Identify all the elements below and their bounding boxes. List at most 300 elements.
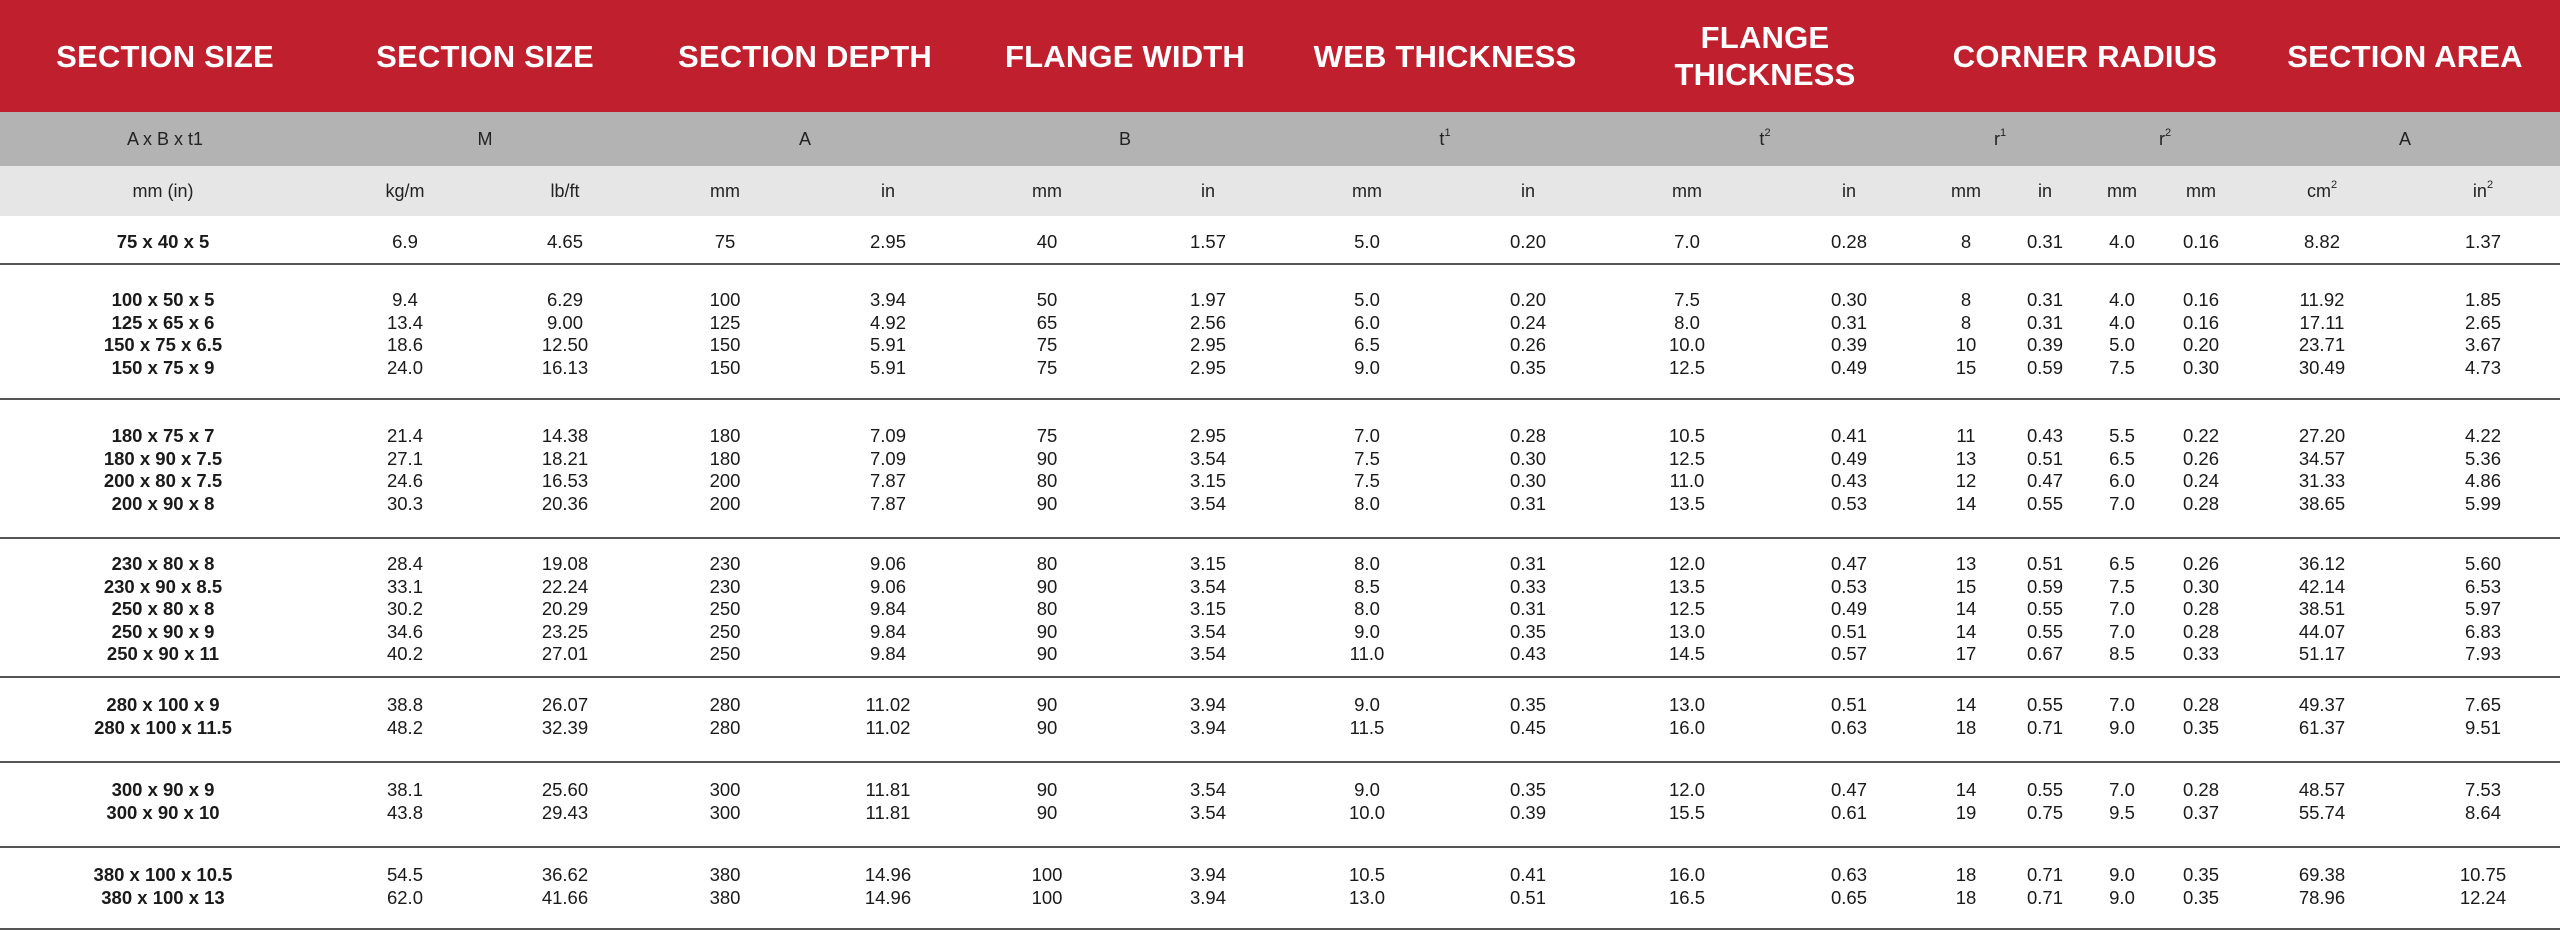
table-cell: 0.24: [2182, 470, 2219, 491]
table-cell: 8.0: [1354, 598, 1380, 619]
table-cell: 7.0: [1674, 231, 1700, 252]
table-cell: 13.5: [1668, 575, 1705, 597]
table-cell: 2.95: [869, 231, 906, 252]
table-cell: 38.8: [386, 694, 423, 715]
table-cell: 3.54: [1189, 620, 1226, 642]
table-cell: 9.84: [869, 643, 906, 664]
symbol-cell: A: [2398, 128, 2411, 149]
table-cell: 7.5: [1354, 447, 1380, 469]
table-cell: 34.57: [2298, 447, 2346, 469]
table-cell: 4.22: [2464, 425, 2501, 446]
table-cell: 3.15: [1189, 470, 1226, 491]
table-cell: 75: [1036, 356, 1058, 378]
table-cell: 1.85: [2464, 289, 2501, 310]
table-cell: 0.47: [1830, 779, 1867, 800]
table-cell: 100: [709, 289, 741, 310]
table-cell: 11.0: [1349, 643, 1385, 664]
unit-cell: kg/m: [385, 180, 425, 201]
table-cell: 13.0: [1348, 886, 1385, 908]
section-size-cell: 250 x 90 x 9: [111, 620, 215, 642]
symbol-cell: t $^1$: [1439, 127, 1451, 149]
table-cell: 48.2: [386, 716, 423, 738]
table-cell: 36.62: [541, 864, 589, 885]
table-cell: 150: [709, 356, 741, 378]
table-cell: 7.0: [2109, 694, 2135, 715]
table-cell: 0.55: [2026, 779, 2063, 800]
table-cell: 9.0: [2109, 864, 2135, 885]
table-cell: 3.54: [1189, 575, 1226, 597]
table-cell: 0.22: [2182, 425, 2219, 446]
table-cell: 9.5: [2109, 801, 2135, 823]
table-cell: 180: [709, 425, 741, 446]
table-cell: 3.15: [1189, 553, 1226, 574]
table-cell: 8.82: [2303, 231, 2340, 252]
table-cell: 80: [1036, 470, 1058, 491]
table-cell: 0.30: [2182, 575, 2219, 597]
section-size-cell: 230 x 90 x 8.5: [103, 575, 223, 597]
table-cell: 48.57: [2298, 779, 2346, 800]
table-cell: 9.06: [869, 575, 906, 597]
table-cell: 41.66: [541, 886, 589, 908]
table-cell: 0.31: [1830, 311, 1867, 333]
table-cell: 0.28: [2182, 598, 2219, 619]
unit-cell: mm: [1951, 180, 1981, 201]
table-cell: 7.0: [2109, 492, 2135, 514]
table-cell: 0.51: [1830, 694, 1867, 715]
table-cell: 5.0: [2109, 334, 2135, 355]
table-cell: 5.91: [869, 356, 906, 378]
table-cell: 8.0: [1354, 492, 1380, 514]
table-cell: 16.53: [541, 470, 589, 491]
table-cell: 7.5: [2109, 575, 2135, 597]
table-cell: 6.5: [2109, 553, 2135, 574]
table-cell: 6.9: [392, 231, 418, 252]
table-cell: 12: [1955, 470, 1977, 491]
table-cell: 75: [1036, 425, 1058, 446]
table-cell: 50: [1036, 289, 1058, 310]
table-cell: 12.5: [1668, 447, 1705, 469]
table-cell: 2.65: [2464, 311, 2501, 333]
table-cell: 7.5: [1674, 289, 1700, 310]
table-cell: 3.94: [1189, 886, 1226, 908]
section-size-cell: 380 x 100 x 10.5: [93, 864, 233, 885]
table-cell: 0.63: [1830, 864, 1867, 885]
table-cell: 9.0: [2109, 716, 2135, 738]
table-cell: 0.43: [2026, 425, 2063, 446]
table-cell: 12.0: [1668, 553, 1705, 574]
section-size-cell: 125 x 65 x 6: [111, 311, 215, 333]
table-cell: 300: [709, 779, 741, 800]
section-size-cell: 230 x 80 x 8: [111, 553, 215, 574]
table-cell: 30.2: [386, 598, 423, 619]
table-cell: 0.16: [2182, 289, 2219, 310]
symbol-cell: B: [1118, 128, 1131, 149]
table-cell: 27.01: [541, 643, 589, 664]
table-cell: 8: [1960, 311, 1972, 333]
section-size-cell: 300 x 90 x 10: [106, 801, 220, 823]
table-cell: 14: [1955, 779, 1977, 800]
table-cell: 13.5: [1668, 492, 1705, 514]
table-cell: 0.67: [2026, 643, 2063, 664]
table-cell: 0.28: [1830, 231, 1867, 252]
table-cell: 6.5: [2109, 447, 2135, 469]
table-cell: 0.31: [1509, 598, 1546, 619]
table-cell: 0.33: [2182, 643, 2219, 664]
table-cell: 0.28: [2182, 779, 2219, 800]
table-cell: 150: [709, 334, 741, 355]
header-cell: SECTION SIZE: [56, 38, 274, 74]
table-cell: 200: [709, 470, 741, 491]
section-size-cell: 280 x 100 x 9: [106, 694, 220, 715]
table-cell: 9.06: [869, 553, 906, 574]
table-cell: 0.43: [1830, 470, 1867, 491]
table-cell: 9.84: [869, 620, 906, 642]
table-cell: 0.28: [1509, 425, 1546, 446]
table-cell: 10.75: [2459, 864, 2507, 885]
table-cell: 0.28: [2182, 694, 2219, 715]
table-cell: 0.20: [2182, 334, 2219, 355]
table-cell: 250: [709, 598, 741, 619]
table-cell: 20.36: [541, 492, 589, 514]
table-cell: 13: [1955, 553, 1977, 574]
symbol-cell: A: [798, 128, 811, 149]
table-cell: 90: [1036, 447, 1058, 469]
table-cell: 38.1: [386, 779, 423, 800]
table-cell: 230: [709, 575, 741, 597]
table-cell: 11.81: [865, 801, 911, 823]
table-cell: 0.30: [1830, 289, 1867, 310]
table-cell: 12.5: [1668, 356, 1705, 378]
unit-cell: mm: [2107, 180, 2137, 201]
table-cell: 3.54: [1189, 492, 1226, 514]
table-cell: 0.55: [2026, 598, 2063, 619]
table-cell: 5.97: [2464, 598, 2501, 619]
table-cell: 3.94: [1189, 716, 1226, 738]
table-cell: 180: [709, 447, 741, 469]
table-cell: 4.0: [2109, 231, 2135, 252]
unit-cell: in: [1200, 180, 1215, 201]
table-cell: 4.65: [546, 231, 583, 252]
table-cell: 0.33: [1509, 575, 1546, 597]
table-cell: 0.31: [2026, 289, 2063, 310]
table-cell: 7.0: [2109, 598, 2135, 619]
table-cell: 0.47: [2026, 470, 2063, 491]
table-cell: 61.37: [2298, 716, 2346, 738]
group-divider: [0, 676, 2560, 678]
table-cell: 2.95: [1189, 334, 1226, 355]
table-cell: 13.0: [1668, 620, 1705, 642]
table-cell: 0.20: [1509, 231, 1546, 252]
unit-cell: in: [1841, 180, 1856, 201]
table-cell: 0.35: [1509, 620, 1546, 642]
table-cell: 2.56: [1189, 311, 1226, 333]
section-size-cell: 100 x 50 x 5: [111, 289, 215, 310]
table-cell: 22.24: [541, 575, 589, 597]
table-cell: 0.71: [2026, 886, 2063, 908]
table-cell: 9.4: [392, 289, 418, 310]
section-size-cell: 200 x 90 x 8: [111, 492, 215, 514]
table-cell: 9.0: [2109, 886, 2135, 908]
table-cell: 5.99: [2464, 492, 2501, 514]
table-cell: 69.38: [2298, 864, 2346, 885]
header-cell: SECTION SIZE: [376, 38, 594, 74]
header-cell: SECTION AREA: [2287, 38, 2523, 74]
table-cell: 36.12: [2298, 553, 2346, 574]
table-cell: 12.50: [541, 334, 589, 355]
table-cell: 9.51: [2464, 716, 2501, 738]
table-cell: 0.26: [2182, 447, 2219, 469]
table-cell: 18: [1955, 716, 1977, 738]
table-cell: 65: [1036, 311, 1058, 333]
table-cell: 380: [709, 864, 741, 885]
section-size-cell: 150 x 75 x 9: [111, 356, 215, 378]
table-cell: 19: [1955, 801, 1977, 823]
table-cell: 3.54: [1189, 643, 1226, 664]
table-cell: 7.65: [2464, 694, 2501, 715]
table-cell: 11.92: [2299, 289, 2345, 310]
table-cell: 0.35: [1509, 779, 1546, 800]
table-cell: 12.24: [2459, 886, 2507, 908]
table-cell: 30.49: [2298, 356, 2346, 378]
table-cell: 55.74: [2298, 801, 2346, 823]
table-cell: 0.71: [2026, 864, 2063, 885]
table-cell: 280: [709, 694, 741, 715]
table-cell: 90: [1036, 801, 1058, 823]
table-cell: 8.64: [2464, 801, 2501, 823]
table-cell: 5.91: [869, 334, 906, 355]
table-cell: 13.4: [386, 311, 423, 333]
unit-cell: mm: [2186, 180, 2216, 201]
table-cell: 0.47: [1830, 553, 1867, 574]
table-cell: 0.31: [1509, 553, 1546, 574]
table-cell: 6.83: [2464, 620, 2501, 642]
table-cell: 3.94: [1189, 694, 1226, 715]
table-cell: 0.26: [1509, 334, 1546, 355]
table-cell: 0.49: [1830, 447, 1867, 469]
table-cell: 44.07: [2298, 620, 2346, 642]
table-cell: 3.15: [1189, 598, 1226, 619]
table-cell: 0.55: [2026, 620, 2063, 642]
table-cell: 5.0: [1354, 289, 1380, 310]
table-cell: 33.1: [386, 575, 423, 597]
table-cell: 11.0: [1669, 470, 1705, 491]
table-cell: 0.35: [2182, 886, 2219, 908]
table-cell: 20.29: [541, 598, 589, 619]
table-cell: 75: [714, 231, 736, 252]
table-cell: 0.45: [1509, 716, 1546, 738]
section-size-cell: 150 x 75 x 6.5: [103, 334, 223, 355]
table-cell: 2.95: [1189, 425, 1226, 446]
table-cell: 7.53: [2464, 779, 2501, 800]
table-cell: 23.71: [2298, 334, 2346, 355]
table-cell: 90: [1036, 643, 1058, 664]
table-cell: 38.65: [2298, 492, 2346, 514]
table-cell: 0.28: [2182, 620, 2219, 642]
symbol-cell: A x B x t1: [126, 128, 204, 149]
table-cell: 14.96: [864, 864, 912, 885]
group-divider: [0, 263, 2560, 265]
unit-cell: lb/ft: [550, 180, 580, 201]
table-cell: 0.30: [2182, 356, 2219, 378]
table-cell: 90: [1036, 492, 1058, 514]
unit-cell: cm $^2$: [2306, 179, 2338, 201]
table-cell: 1.57: [1189, 231, 1226, 252]
table-cell: 3.94: [869, 289, 906, 310]
table-cell: 3.54: [1189, 447, 1226, 469]
table-cell: 15.5: [1668, 801, 1705, 823]
table-cell: 9.0: [1354, 356, 1380, 378]
table-cell: 42.14: [2298, 575, 2346, 597]
table-cell: 0.20: [1509, 289, 1546, 310]
table-cell: 6.0: [1354, 311, 1380, 333]
table-cell: 6.29: [546, 289, 583, 310]
section-size-cell: 380 x 100 x 13: [101, 886, 225, 908]
table-cell: 0.61: [1830, 801, 1867, 823]
section-size-cell: 75 x 40 x 5: [116, 231, 210, 252]
table-cell: 8.0: [1354, 553, 1380, 574]
table-cell: 7.87: [869, 492, 906, 514]
symbol-cell: r $^1$: [1993, 127, 2007, 149]
table-cell: 14: [1955, 620, 1977, 642]
table-cell: 0.35: [2182, 716, 2219, 738]
unit-cell: mm (in): [132, 180, 194, 201]
table-cell: 8.0: [1674, 311, 1700, 333]
table-cell: 0.65: [1830, 886, 1867, 908]
symbol-cell: t $^2$: [1759, 127, 1771, 149]
section-size-cell: 280 x 100 x 11.5: [94, 716, 232, 738]
section-size-cell: 180 x 90 x 7.5: [103, 447, 223, 469]
table-cell: 75: [1036, 334, 1058, 355]
unit-cell: in: [1520, 180, 1535, 201]
unit-cell: in: [880, 180, 895, 201]
table-cell: 380: [709, 886, 741, 908]
table-cell: 17.11: [2299, 311, 2345, 333]
table-cell: 125: [709, 311, 741, 333]
table-cell: 27.1: [386, 447, 423, 469]
table-cell: 0.39: [2026, 334, 2063, 355]
group-divider: [0, 846, 2560, 848]
table-cell: 3.67: [2464, 334, 2501, 355]
table-cell: 7.0: [1354, 425, 1380, 446]
table-cell: 27.20: [2298, 425, 2346, 446]
table-cell: 0.30: [1509, 470, 1546, 491]
table-cell: 49.37: [2298, 694, 2346, 715]
symbol-cell: r $^2$: [2158, 127, 2172, 149]
table-cell: 14.38: [541, 425, 589, 446]
table-cell: 24.0: [386, 356, 423, 378]
table-cell: 3.54: [1189, 779, 1226, 800]
table-cell: 62.0: [386, 886, 423, 908]
table-cell: 0.59: [2026, 356, 2063, 378]
table-cell: 14.96: [864, 886, 912, 908]
unit-cell: mm: [1032, 180, 1062, 201]
table-cell: 0.16: [2182, 231, 2219, 252]
table-cell: 0.24: [1509, 311, 1546, 333]
table-cell: 0.51: [1509, 886, 1546, 908]
table-cell: 31.33: [2298, 470, 2346, 491]
table-cell: 250: [709, 620, 741, 642]
table-cell: 0.41: [1509, 864, 1546, 885]
table-cell: 300: [709, 801, 741, 823]
table-cell: 0.35: [2182, 864, 2219, 885]
table-cell: 0.26: [2182, 553, 2219, 574]
header-cell: CORNER RADIUS: [1952, 38, 2218, 74]
table-cell: 5.5: [2109, 425, 2135, 446]
table-cell: 100: [1031, 886, 1063, 908]
table-cell: 15: [1955, 356, 1977, 378]
table-cell: 16.0: [1668, 864, 1705, 885]
unit-cell: mm: [1672, 180, 1702, 201]
unit-cell: mm: [710, 180, 740, 201]
table-cell: 6.53: [2464, 575, 2501, 597]
table-cell: 4.73: [2464, 356, 2501, 378]
header-cell: WEB THICKNESS: [1313, 38, 1577, 74]
table-cell: 0.49: [1830, 598, 1867, 619]
table-cell: 51.17: [2298, 643, 2346, 664]
header-cell: FLANGE THICKNESS: [1674, 20, 1856, 92]
table-cell: 5.0: [1354, 231, 1380, 252]
table-cell: 7.0: [2109, 620, 2135, 642]
table-cell: 16.13: [541, 356, 589, 378]
table-cell: 0.53: [1830, 492, 1867, 514]
table-cell: 9.00: [546, 311, 583, 333]
table-cell: 34.6: [386, 620, 423, 642]
table-cell: 32.39: [541, 716, 589, 738]
section-size-cell: 300 x 90 x 9: [111, 779, 215, 800]
table-cell: 11: [1956, 425, 1976, 446]
table-cell: 100: [1031, 864, 1063, 885]
table-cell: 6.5: [1354, 334, 1380, 355]
table-cell: 0.57: [1830, 643, 1867, 664]
unit-cell: mm: [1352, 180, 1382, 201]
table-cell: 0.55: [2026, 492, 2063, 514]
table-cell: 0.31: [1509, 492, 1546, 514]
table-cell: 0.43: [1509, 643, 1546, 664]
table-cell: 0.63: [1830, 716, 1867, 738]
table-cell: 14: [1955, 492, 1977, 514]
table-cell: 7.5: [1354, 470, 1380, 491]
group-divider: [0, 398, 2560, 400]
header-cell: FLANGE WIDTH: [1004, 38, 1246, 74]
table-cell: 19.08: [541, 553, 589, 574]
table-cell: 7.93: [2464, 643, 2501, 664]
table-cell: 25.60: [541, 779, 589, 800]
table-cell: 90: [1036, 620, 1058, 642]
table-cell: 90: [1036, 716, 1058, 738]
table-cell: 0.39: [1830, 334, 1867, 355]
table-cell: 23.25: [541, 620, 589, 642]
table-cell: 8.5: [2109, 643, 2135, 664]
table-cell: 10.5: [1348, 864, 1385, 885]
table-cell: 13.0: [1668, 694, 1705, 715]
unit-cell: in: [2037, 180, 2052, 201]
table-cell: 12.5: [1668, 598, 1705, 619]
table-cell: 90: [1036, 694, 1058, 715]
table-cell: 0.39: [1509, 801, 1546, 823]
table-cell: 18: [1955, 886, 1977, 908]
table-cell: 18: [1955, 864, 1977, 885]
table-cell: 7.0: [2109, 779, 2135, 800]
section-size-cell: 250 x 90 x 11: [106, 643, 220, 664]
table-cell: 1.37: [2464, 231, 2501, 252]
table-cell: 29.43: [541, 801, 589, 823]
table-cell: 16.0: [1668, 716, 1705, 738]
table-cell: 40.2: [386, 643, 423, 664]
table-cell: 9.0: [1354, 779, 1380, 800]
table-cell: 10.0: [1348, 801, 1385, 823]
table-cell: 200: [709, 492, 741, 514]
table-cell: 13: [1955, 447, 1977, 469]
